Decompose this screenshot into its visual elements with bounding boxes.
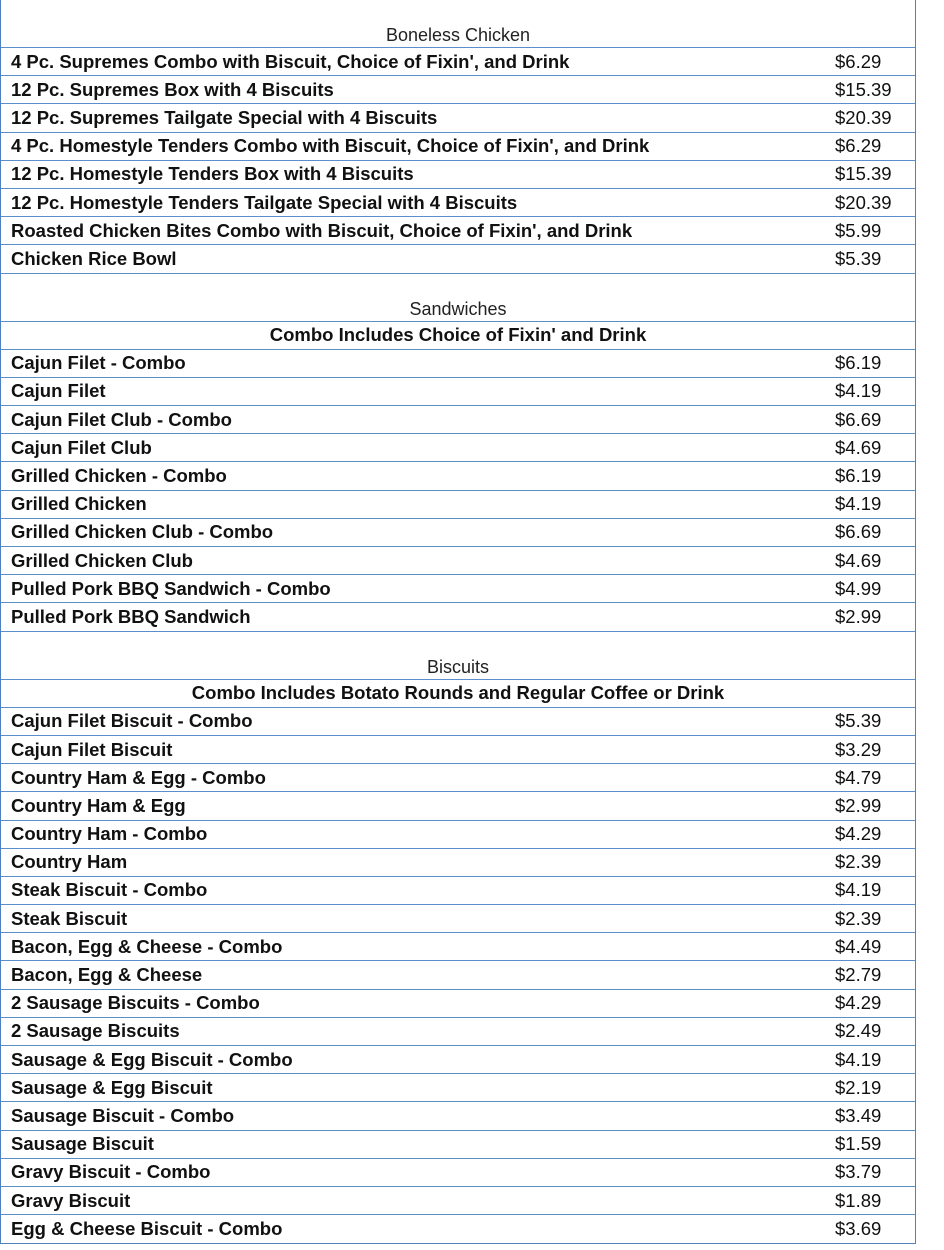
- menu-item-price: $2.39: [835, 851, 882, 873]
- menu-item-name: Country Ham & Egg: [11, 794, 186, 816]
- menu-item-name: Sausage Biscuit: [11, 1133, 154, 1155]
- menu-item-row: [1, 877, 915, 905]
- menu-item-name: Steak Biscuit: [11, 907, 128, 929]
- menu-item-row: [1, 189, 915, 217]
- menu-item-row: [1, 76, 915, 104]
- menu-item-price: $2.99: [835, 605, 882, 627]
- menu-item-row: [1, 849, 915, 877]
- menu-item-name: Pulled Pork BBQ Sandwich - Combo: [11, 577, 331, 599]
- menu-item-name: Sausage & Egg Biscuit: [11, 1076, 213, 1098]
- menu-item-name: Steak Biscuit - Combo: [11, 879, 208, 901]
- menu-item-row: [1, 519, 915, 547]
- menu-item-row: [1, 406, 915, 434]
- menu-item-name: Pulled Pork BBQ Sandwich: [11, 605, 251, 627]
- menu-item-name: 4 Pc. Homestyle Tenders Combo with Biscuit, Choice of Fixin', and Drink: [11, 135, 650, 157]
- menu-item-row: [1, 378, 915, 406]
- menu-item-name: 2 Sausage Biscuits - Combo: [11, 992, 260, 1014]
- menu-item-row: [1, 491, 915, 519]
- menu-item-price: $3.79: [835, 1161, 882, 1183]
- menu-item-name: Cajun Filet Club - Combo: [11, 408, 232, 430]
- menu-item-row: [1, 1074, 915, 1102]
- menu-item-row: [1, 1102, 915, 1130]
- menu-item-price: $20.39: [835, 106, 892, 128]
- menu-item-name: 12 Pc. Homestyle Tenders Box with 4 Biscuits: [11, 163, 414, 185]
- menu-item-price: $6.69: [835, 408, 882, 430]
- menu-item-price: $2.49: [835, 1020, 882, 1042]
- menu-item-price: $2.39: [835, 907, 882, 929]
- menu-item-row: [1, 104, 915, 132]
- menu-item-price: $4.19: [835, 493, 882, 515]
- menu-item-price: $3.29: [835, 738, 882, 760]
- menu-item-name: Cajun Filet - Combo: [11, 352, 186, 374]
- menu-item-price: $4.69: [835, 549, 882, 571]
- menu-item-price: $4.79: [835, 766, 882, 788]
- menu-item-row: [1, 133, 915, 161]
- menu-item-price: $6.19: [835, 352, 882, 374]
- menu-item-row: [1, 708, 915, 736]
- menu-item-price: $5.39: [835, 710, 882, 732]
- menu-item-name: 12 Pc. Supremes Box with 4 Biscuits: [11, 78, 334, 100]
- menu-item-name: Country Ham: [11, 851, 128, 873]
- menu-item-price: $3.49: [835, 1104, 882, 1126]
- menu-item-row: [1, 1187, 915, 1215]
- menu-item-name: Gravy Biscuit - Combo: [11, 1161, 211, 1183]
- menu-item-name: Cajun Filet: [11, 380, 106, 402]
- section-title: Sandwiches: [1, 274, 915, 322]
- menu-item-price: $4.99: [835, 577, 882, 599]
- menu-item-row: [1, 48, 915, 76]
- menu-item-row: [1, 1018, 915, 1046]
- menu-item-price: $2.19: [835, 1076, 882, 1098]
- menu-item-row: [1, 434, 915, 462]
- menu-item-row: [1, 547, 915, 575]
- menu-item-price: $4.19: [835, 1048, 882, 1070]
- section-title: Boneless Chicken: [1, 0, 915, 48]
- menu-item-name: Gravy Biscuit: [11, 1189, 131, 1211]
- section-title: Biscuits: [1, 632, 915, 680]
- section-subtitle: Combo Includes Botato Rounds and Regular Coffee or Drink: [1, 680, 915, 708]
- menu-item-price: $4.69: [835, 436, 882, 458]
- menu-item-price: $4.19: [835, 380, 882, 402]
- menu-item-name: 12 Pc. Homestyle Tenders Tailgate Special with 4 Biscuits: [11, 191, 518, 213]
- menu-item-price: $4.19: [835, 879, 882, 901]
- menu-item-name: Cajun Filet Club: [11, 436, 152, 458]
- menu-item-row: [1, 961, 915, 989]
- menu-item-name: Egg & Cheese Biscuit - Combo: [11, 1218, 283, 1240]
- menu-item-row: [1, 905, 915, 933]
- menu-item-price: $6.29: [835, 135, 882, 157]
- menu-item-row: [1, 764, 915, 792]
- menu-item-name: Sausage Biscuit - Combo: [11, 1104, 235, 1126]
- menu-item-row: [1, 462, 915, 490]
- menu-item-price: $6.29: [835, 50, 882, 72]
- menu-item-price: $2.79: [835, 964, 882, 986]
- menu-item-row: [1, 350, 915, 378]
- menu-item-row: [1, 792, 915, 820]
- menu-item-name: 4 Pc. Supremes Combo with Biscuit, Choice of Fixin', and Drink: [11, 50, 570, 72]
- menu-item-name: Cajun Filet Biscuit - Combo: [11, 710, 253, 732]
- menu-item-name: Cajun Filet Biscuit: [11, 738, 173, 760]
- menu-item-row: [1, 245, 915, 273]
- menu-item-name: Grilled Chicken Club - Combo: [11, 521, 274, 543]
- menu-item-row: [1, 575, 915, 603]
- menu-item-price: $3.69: [835, 1218, 882, 1240]
- menu-item-row: [1, 933, 915, 961]
- menu-item-price: $20.39: [835, 191, 892, 213]
- menu-item-row: [1, 603, 915, 631]
- menu-item-name: Grilled Chicken: [11, 493, 147, 515]
- menu-item-row: [1, 161, 915, 189]
- menu-item-price: $2.99: [835, 794, 882, 816]
- menu-item-row: [1, 1046, 915, 1074]
- menu-item-price: $1.89: [835, 1189, 882, 1211]
- menu-item-price: $15.39: [835, 78, 892, 100]
- menu-item-price: $5.39: [835, 247, 882, 269]
- menu-item-name: Grilled Chicken Club: [11, 549, 193, 571]
- menu-item-price: $4.29: [835, 823, 882, 845]
- menu-item-name: Bacon, Egg & Cheese: [11, 964, 203, 986]
- menu-item-name: Chicken Rice Bowl: [11, 247, 177, 269]
- menu-item-row: [1, 736, 915, 764]
- menu-item-row: [1, 1131, 915, 1159]
- menu-item-name: Roasted Chicken Bites Combo with Biscuit, Choice of Fixin', and Drink: [11, 219, 633, 241]
- menu-item-name: Sausage & Egg Biscuit - Combo: [11, 1048, 293, 1070]
- menu-item-row: [1, 990, 915, 1018]
- menu-item-price: $1.59: [835, 1133, 882, 1155]
- menu-item-price: $6.19: [835, 465, 882, 487]
- menu-item-row: [1, 1215, 915, 1243]
- menu-item-name: Bacon, Egg & Cheese - Combo: [11, 935, 283, 957]
- menu-item-price: $5.99: [835, 219, 882, 241]
- menu-item-price: $4.49: [835, 935, 882, 957]
- menu-item-row: [1, 217, 915, 245]
- menu-item-row: [1, 821, 915, 849]
- menu-item-price: $6.69: [835, 521, 882, 543]
- menu-item-price: $4.29: [835, 992, 882, 1014]
- menu-item-row: [1, 1159, 915, 1187]
- menu-item-name: 2 Sausage Biscuits: [11, 1020, 180, 1042]
- menu-item-name: Country Ham & Egg - Combo: [11, 766, 266, 788]
- section-subtitle: Combo Includes Choice of Fixin' and Drink: [1, 322, 915, 350]
- menu-item-name: 12 Pc. Supremes Tailgate Special with 4 Biscuits: [11, 106, 438, 128]
- menu-item-name: Grilled Chicken - Combo: [11, 465, 227, 487]
- menu-item-price: $15.39: [835, 163, 892, 185]
- menu-item-name: Country Ham - Combo: [11, 823, 208, 845]
